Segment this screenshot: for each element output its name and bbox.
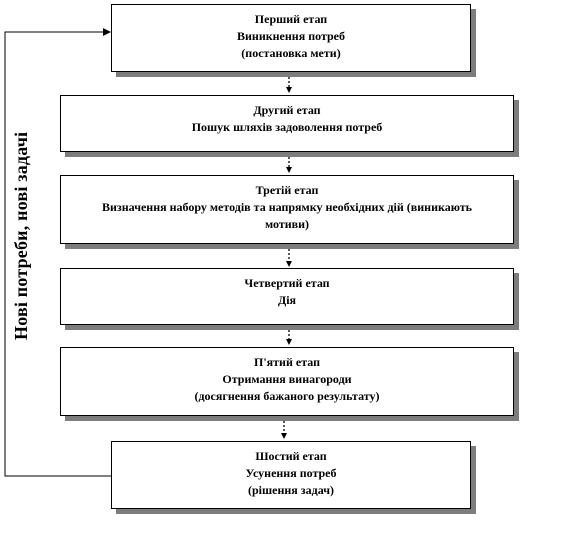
stage-3-box xyxy=(60,175,514,244)
stage-5-line-2: Отримання винагороди xyxy=(222,372,352,386)
stage-1-box xyxy=(111,4,471,72)
stage-6-line-3: (рішення задач) xyxy=(248,483,334,497)
arrowhead-3 xyxy=(286,261,292,267)
stage-4-title: Четвертий етап xyxy=(244,276,330,290)
stage-2-title: Другий етап xyxy=(253,103,321,117)
stage-1-line-3: (постановка мети) xyxy=(241,46,341,60)
stage-3-line-2: Визначення набору методів та напрямку необхідних дій (виникають xyxy=(102,200,472,214)
stage-2-box xyxy=(60,95,514,152)
stage-1-title: Перший етап xyxy=(254,12,328,26)
feedback-loop-arrowhead xyxy=(103,28,111,36)
stage-6-box xyxy=(111,441,471,509)
stage-1-line-2: Виникнення потреб xyxy=(236,29,346,43)
arrowhead-1 xyxy=(286,87,292,93)
stage-5-box xyxy=(60,347,514,416)
arrowhead-2 xyxy=(286,167,292,173)
stage-3-title: Третій етап xyxy=(255,183,319,197)
stage-6-line-2: Усунення потреб xyxy=(245,466,337,480)
arrowhead-4 xyxy=(286,339,292,345)
stage-6-title: Шостий етап xyxy=(255,449,327,463)
stage-4-box xyxy=(60,268,514,325)
stage-4-line-2: Дія xyxy=(277,293,297,307)
arrowhead-5 xyxy=(281,433,287,439)
stage-2-line-2: Пошук шляхів задоволення потреб xyxy=(191,120,383,134)
stage-5-line-3: (досягнення бажаного результату) xyxy=(194,389,380,403)
stage-3-line-3: мотиви) xyxy=(264,217,310,231)
feedback-label: Нові потреби, нові задачі xyxy=(11,131,31,340)
stage-5-title: П'ятий етап xyxy=(253,355,320,369)
